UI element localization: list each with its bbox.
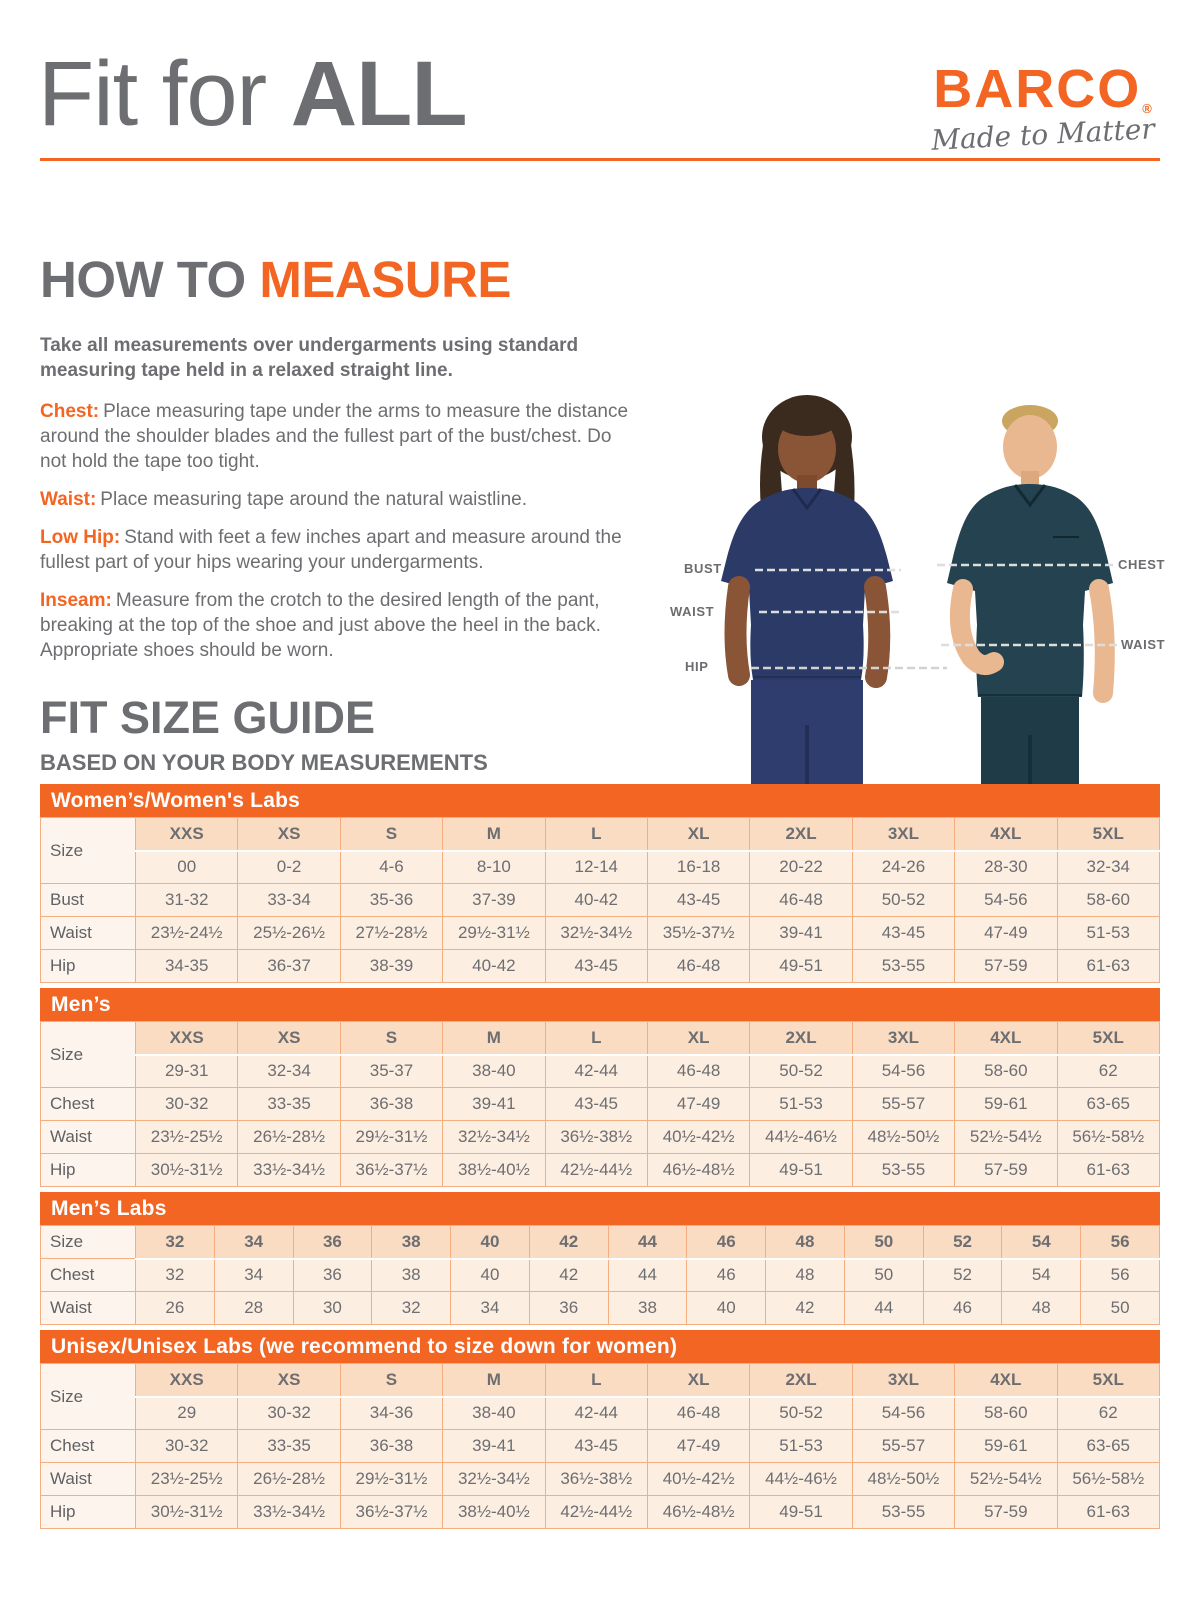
size-cell: 56½-58½ xyxy=(1057,1121,1159,1154)
size-col-header: 34 xyxy=(214,1226,293,1259)
size-col-header: 2XL xyxy=(750,1022,852,1055)
heading-gray-part: HOW TO xyxy=(40,251,260,308)
table-mens xyxy=(40,988,1160,1187)
table-row xyxy=(41,1463,1160,1496)
row-label: Size xyxy=(41,818,136,884)
size-cell: 50-52 xyxy=(750,1397,852,1430)
size-col-header: 56 xyxy=(1081,1226,1160,1259)
size-cell: 29½-31½ xyxy=(443,917,545,950)
size-cell: 0-2 xyxy=(238,851,340,884)
brand-wordmark xyxy=(924,59,1162,119)
size-col-header: 4XL xyxy=(955,1364,1057,1397)
chest-label: CHEST xyxy=(1118,557,1166,572)
size-cell: 26 xyxy=(136,1292,215,1325)
size-col-header: 2XL xyxy=(750,1364,852,1397)
size-cell: 34 xyxy=(214,1259,293,1292)
table-row xyxy=(41,1496,1160,1529)
female-waist-label: WAIST xyxy=(670,604,715,619)
size-cell: 57-59 xyxy=(955,1154,1057,1187)
size-col-header: 5XL xyxy=(1057,1022,1159,1055)
size-cell: 58-60 xyxy=(955,1055,1057,1088)
size-cell: 44½-46½ xyxy=(750,1463,852,1496)
header-divider xyxy=(40,158,1160,161)
size-col-header: M xyxy=(443,1364,545,1397)
size-cell: 46-48 xyxy=(647,1397,749,1430)
size-cell: 50-52 xyxy=(852,884,954,917)
size-cell: 30-32 xyxy=(136,1430,238,1463)
models-illustration xyxy=(655,385,1160,784)
size-cell: 59-61 xyxy=(955,1088,1057,1121)
size-col-header: M xyxy=(443,1022,545,1055)
size-cell: 32½-34½ xyxy=(545,917,647,950)
size-cell: 35-37 xyxy=(340,1055,442,1088)
size-col-header: 54 xyxy=(1002,1226,1081,1259)
size-col-header: 5XL xyxy=(1057,818,1159,851)
size-col-header: S xyxy=(340,1364,442,1397)
size-cell: 42-44 xyxy=(545,1397,647,1430)
measure-intro: Take all measurements over undergarments using standard measuring tape held in a relaxed straight line. xyxy=(40,335,579,381)
measure-item-inseam-text: Measure from the crotch to the desired length of the pant, breaking at the top of the shoe and just above the heel in the back. Appropriate shoes should be worn. xyxy=(40,590,601,661)
size-cell: 30½-31½ xyxy=(136,1496,238,1529)
brand-tagline: Made to Matter xyxy=(930,112,1156,157)
row-label: Bust xyxy=(41,884,136,917)
size-cell: 25½-26½ xyxy=(238,917,340,950)
table-row xyxy=(41,1397,1160,1430)
brand-logo xyxy=(924,59,1162,157)
size-col-header: XXS xyxy=(136,818,238,851)
size-col-header: XS xyxy=(238,818,340,851)
size-cell: 12-14 xyxy=(545,851,647,884)
size-col-header: 42 xyxy=(529,1226,608,1259)
size-cell: 38 xyxy=(608,1292,687,1325)
size-cell: 44 xyxy=(608,1259,687,1292)
row-label: Size xyxy=(41,1364,136,1430)
size-cell: 40 xyxy=(687,1292,766,1325)
size-cell: 33½-34½ xyxy=(238,1496,340,1529)
row-label: Chest xyxy=(41,1088,136,1121)
page-title-regular: Fit for xyxy=(38,43,291,145)
size-cell: 36½-37½ xyxy=(340,1496,442,1529)
size-cell: 32½-34½ xyxy=(443,1121,545,1154)
size-cell: 23½-25½ xyxy=(136,1463,238,1496)
bust-label: BUST xyxy=(684,561,722,576)
size-cell: 49-51 xyxy=(750,1496,852,1529)
table-row xyxy=(41,884,1160,917)
size-col-header: 4XL xyxy=(955,818,1057,851)
size-cell: 42 xyxy=(529,1259,608,1292)
size-cell: 43-45 xyxy=(545,1430,647,1463)
size-col-header: 4XL xyxy=(955,1022,1057,1055)
size-cell: 30-32 xyxy=(136,1088,238,1121)
row-label: Hip xyxy=(41,950,136,983)
size-cell: 40½-42½ xyxy=(647,1121,749,1154)
size-cell: 36-38 xyxy=(340,1430,442,1463)
size-cell: 58-60 xyxy=(955,1397,1057,1430)
table-row xyxy=(41,1430,1160,1463)
table-row xyxy=(41,950,1160,983)
size-cell: 44½-46½ xyxy=(750,1121,852,1154)
measure-item-chest xyxy=(40,399,640,474)
size-cell: 4-6 xyxy=(340,851,442,884)
size-cell: 53-55 xyxy=(852,950,954,983)
size-cell: 56½-58½ xyxy=(1057,1463,1159,1496)
size-cell: 16-18 xyxy=(647,851,749,884)
size-col-header: L xyxy=(545,1022,647,1055)
size-cell: 46 xyxy=(923,1292,1002,1325)
table-row xyxy=(41,1292,1160,1325)
size-cell: 51-53 xyxy=(750,1430,852,1463)
hip-label: HIP xyxy=(685,659,709,674)
size-cell: 42-44 xyxy=(545,1055,647,1088)
size-cell: 38½-40½ xyxy=(443,1154,545,1187)
size-cell: 32 xyxy=(136,1259,215,1292)
fit-size-guide-subheading: BASED ON YOUR BODY MEASUREMENTS xyxy=(40,750,488,775)
size-cell: 33-34 xyxy=(238,884,340,917)
size-cell: 48 xyxy=(1002,1292,1081,1325)
size-col-header: 52 xyxy=(923,1226,1002,1259)
table-womens xyxy=(40,784,1160,983)
size-cell: 39-41 xyxy=(443,1430,545,1463)
size-cell: 38-40 xyxy=(443,1397,545,1430)
row-label: Waist xyxy=(41,1121,136,1154)
size-cell: 00 xyxy=(136,851,238,884)
how-to-measure-section xyxy=(40,250,640,676)
measure-item-inseam-label: Inseam: xyxy=(40,590,112,611)
size-cell: 35-36 xyxy=(340,884,442,917)
measure-item-lowhip-label: Low Hip: xyxy=(40,527,121,548)
size-col-header: XL xyxy=(647,818,749,851)
page-title-bold: ALL xyxy=(290,43,467,145)
size-col-header: 50 xyxy=(844,1226,923,1259)
size-cell: 48½-50½ xyxy=(852,1463,954,1496)
size-cell: 54 xyxy=(1002,1259,1081,1292)
row-label: Hip xyxy=(41,1496,136,1529)
table-row xyxy=(41,1088,1160,1121)
heading-orange-part: MEASURE xyxy=(259,251,511,308)
size-cell: 63-65 xyxy=(1057,1430,1159,1463)
size-cell: 48 xyxy=(766,1259,845,1292)
size-cell: 32-34 xyxy=(1057,851,1159,884)
measure-item-inseam xyxy=(40,588,640,663)
size-cell: 28 xyxy=(214,1292,293,1325)
size-cell: 32 xyxy=(372,1292,451,1325)
size-cell: 56 xyxy=(1081,1259,1160,1292)
size-cell: 34-36 xyxy=(340,1397,442,1430)
measure-item-waist-label: Waist: xyxy=(40,489,97,510)
table-banner: Women’s/Women's Labs xyxy=(40,784,1160,817)
table-header-row xyxy=(41,818,1160,851)
size-col-header: 3XL xyxy=(852,1364,954,1397)
size-cell: 62 xyxy=(1057,1397,1159,1430)
size-cell: 36½-37½ xyxy=(340,1154,442,1187)
size-cell: 52½-54½ xyxy=(955,1463,1057,1496)
size-cell: 46-48 xyxy=(750,884,852,917)
row-label: Waist xyxy=(41,1292,136,1325)
size-col-header: 46 xyxy=(687,1226,766,1259)
page-title xyxy=(38,43,467,145)
measure-item-waist xyxy=(40,487,640,512)
size-cell: 32-34 xyxy=(238,1055,340,1088)
size-col-header: 48 xyxy=(766,1226,845,1259)
size-col-header: 32 xyxy=(136,1226,215,1259)
size-col-header: XL xyxy=(647,1364,749,1397)
size-col-header: XL xyxy=(647,1022,749,1055)
fit-size-guide-heading: FIT SIZE GUIDE xyxy=(40,692,376,743)
size-cell: 37-39 xyxy=(443,884,545,917)
size-cell: 43-45 xyxy=(545,1088,647,1121)
size-cell: 20-22 xyxy=(750,851,852,884)
size-cell: 61-63 xyxy=(1057,950,1159,983)
size-cell: 31-32 xyxy=(136,884,238,917)
size-cell: 34 xyxy=(451,1292,530,1325)
row-label: Chest xyxy=(41,1259,136,1292)
size-col-header: 38 xyxy=(372,1226,451,1259)
size-cell: 36½-38½ xyxy=(545,1463,647,1496)
size-cell: 54-56 xyxy=(955,884,1057,917)
measure-item-lowhip xyxy=(40,525,640,575)
size-col-header: L xyxy=(545,1364,647,1397)
size-cell: 57-59 xyxy=(955,1496,1057,1529)
row-label: Waist xyxy=(41,917,136,950)
size-cell: 47-49 xyxy=(955,917,1057,950)
table-header-row xyxy=(41,1364,1160,1397)
size-cell: 33½-34½ xyxy=(238,1154,340,1187)
size-table xyxy=(40,1363,1160,1529)
size-cell: 51-53 xyxy=(750,1088,852,1121)
size-cell: 36-38 xyxy=(340,1088,442,1121)
size-col-header: L xyxy=(545,818,647,851)
size-cell: 43-45 xyxy=(647,884,749,917)
size-cell: 35½-37½ xyxy=(647,917,749,950)
table-mens-labs xyxy=(40,1192,1160,1325)
size-cell: 29½-31½ xyxy=(340,1463,442,1496)
measure-item-chest-label: Chest: xyxy=(40,401,100,422)
size-table xyxy=(40,1225,1160,1325)
size-cell: 38-39 xyxy=(340,950,442,983)
table-row xyxy=(41,1121,1160,1154)
size-cell: 52½-54½ xyxy=(955,1121,1057,1154)
size-cell: 50-52 xyxy=(750,1055,852,1088)
row-label: Size xyxy=(41,1226,136,1259)
size-cell: 33-35 xyxy=(238,1430,340,1463)
size-cell: 42½-44½ xyxy=(545,1496,647,1529)
size-col-header: XXS xyxy=(136,1022,238,1055)
measure-item-lowhip-text: Stand with feet a few inches apart and measure around the fullest part of your hips wearing your undergarments. xyxy=(40,527,622,573)
registered-mark-icon: ® xyxy=(1142,101,1154,116)
size-col-header: 3XL xyxy=(852,818,954,851)
size-cell: 46½-48½ xyxy=(647,1496,749,1529)
models-photo xyxy=(655,385,1160,784)
size-cell: 55-57 xyxy=(852,1430,954,1463)
table-banner: Men’s xyxy=(40,988,1160,1021)
size-cell: 53-55 xyxy=(852,1154,954,1187)
size-cell: 23½-24½ xyxy=(136,917,238,950)
size-cell: 46½-48½ xyxy=(647,1154,749,1187)
table-row xyxy=(41,1154,1160,1187)
fit-size-tables xyxy=(40,784,1160,1529)
table-row xyxy=(41,1259,1160,1292)
male-waist-label: WAIST xyxy=(1121,637,1166,652)
size-cell: 39-41 xyxy=(443,1088,545,1121)
size-col-header: XS xyxy=(238,1022,340,1055)
size-table xyxy=(40,817,1160,983)
table-row xyxy=(41,851,1160,884)
row-label: Chest xyxy=(41,1430,136,1463)
size-cell: 46-48 xyxy=(647,1055,749,1088)
size-cell: 58-60 xyxy=(1057,884,1159,917)
size-cell: 54-56 xyxy=(852,1055,954,1088)
size-cell: 63-65 xyxy=(1057,1088,1159,1121)
table-header-row xyxy=(41,1022,1160,1055)
female-model-illustration xyxy=(721,395,893,784)
size-cell: 49-51 xyxy=(750,950,852,983)
size-cell: 57-59 xyxy=(955,950,1057,983)
size-cell: 38 xyxy=(372,1259,451,1292)
size-cell: 42½-44½ xyxy=(545,1154,647,1187)
size-cell: 61-63 xyxy=(1057,1154,1159,1187)
size-cell: 54-56 xyxy=(852,1397,954,1430)
size-cell: 32½-34½ xyxy=(443,1463,545,1496)
table-row xyxy=(41,1055,1160,1088)
size-cell: 50 xyxy=(1081,1292,1160,1325)
table-row xyxy=(41,917,1160,950)
size-col-header: S xyxy=(340,818,442,851)
size-cell: 36½-38½ xyxy=(545,1121,647,1154)
measure-item-chest-text: Place measuring tape under the arms to measure the distance around the shoulder blades and the fullest part of the bust/chest. Do not hold the tape too tight. xyxy=(40,401,629,472)
male-model-illustration xyxy=(947,405,1113,784)
table-banner: Men’s Labs xyxy=(40,1192,1160,1225)
size-col-header: 3XL xyxy=(852,1022,954,1055)
size-cell: 23½-25½ xyxy=(136,1121,238,1154)
how-to-measure-heading xyxy=(40,250,640,309)
size-cell: 52 xyxy=(923,1259,1002,1292)
size-col-header: M xyxy=(443,818,545,851)
size-cell: 48½-50½ xyxy=(852,1121,954,1154)
size-col-header: 40 xyxy=(451,1226,530,1259)
size-cell: 36 xyxy=(293,1259,372,1292)
size-cell: 46 xyxy=(687,1259,766,1292)
size-cell: 27½-28½ xyxy=(340,917,442,950)
size-cell: 33-35 xyxy=(238,1088,340,1121)
size-cell: 43-45 xyxy=(852,917,954,950)
size-cell: 38½-40½ xyxy=(443,1496,545,1529)
size-cell: 46-48 xyxy=(647,950,749,983)
size-col-header: 5XL xyxy=(1057,1364,1159,1397)
size-cell: 61-63 xyxy=(1057,1496,1159,1529)
row-label: Waist xyxy=(41,1463,136,1496)
size-cell: 30-32 xyxy=(238,1397,340,1430)
size-cell: 29½-31½ xyxy=(340,1121,442,1154)
size-cell: 47-49 xyxy=(647,1088,749,1121)
size-cell: 49-51 xyxy=(750,1154,852,1187)
size-cell: 47-49 xyxy=(647,1430,749,1463)
measure-item-waist-text: Place measuring tape around the natural waistline. xyxy=(100,489,527,510)
size-cell: 30 xyxy=(293,1292,372,1325)
size-cell: 40-42 xyxy=(443,950,545,983)
table-header-row xyxy=(41,1226,1160,1259)
size-cell: 51-53 xyxy=(1057,917,1159,950)
size-cell: 36 xyxy=(529,1292,608,1325)
row-label: Size xyxy=(41,1022,136,1088)
size-cell: 53-55 xyxy=(852,1496,954,1529)
size-cell: 40-42 xyxy=(545,884,647,917)
size-cell: 50 xyxy=(844,1259,923,1292)
size-cell: 36-37 xyxy=(238,950,340,983)
size-cell: 26½-28½ xyxy=(238,1463,340,1496)
size-cell: 43-45 xyxy=(545,950,647,983)
size-cell: 26½-28½ xyxy=(238,1121,340,1154)
size-col-header: 2XL xyxy=(750,818,852,851)
size-col-header: S xyxy=(340,1022,442,1055)
size-cell: 29-31 xyxy=(136,1055,238,1088)
size-cell: 8-10 xyxy=(443,851,545,884)
size-cell: 30½-31½ xyxy=(136,1154,238,1187)
size-cell: 42 xyxy=(766,1292,845,1325)
row-label: Hip xyxy=(41,1154,136,1187)
size-cell: 24-26 xyxy=(852,851,954,884)
size-col-header: 36 xyxy=(293,1226,372,1259)
size-cell: 59-61 xyxy=(955,1430,1057,1463)
size-cell: 39-41 xyxy=(750,917,852,950)
size-cell: 29 xyxy=(136,1397,238,1430)
brand-name: BARCO xyxy=(933,59,1142,119)
size-cell: 44 xyxy=(844,1292,923,1325)
size-cell: 40 xyxy=(451,1259,530,1292)
size-cell: 40½-42½ xyxy=(647,1463,749,1496)
size-col-header: XXS xyxy=(136,1364,238,1397)
size-cell: 34-35 xyxy=(136,950,238,983)
size-cell: 28-30 xyxy=(955,851,1057,884)
size-table xyxy=(40,1021,1160,1187)
size-cell: 62 xyxy=(1057,1055,1159,1088)
size-cell: 55-57 xyxy=(852,1088,954,1121)
table-banner: Unisex/Unisex Labs (we recommend to size down for women) xyxy=(40,1330,1160,1363)
table-unisex xyxy=(40,1330,1160,1529)
size-col-header: XS xyxy=(238,1364,340,1397)
size-col-header: 44 xyxy=(608,1226,687,1259)
size-cell: 38-40 xyxy=(443,1055,545,1088)
